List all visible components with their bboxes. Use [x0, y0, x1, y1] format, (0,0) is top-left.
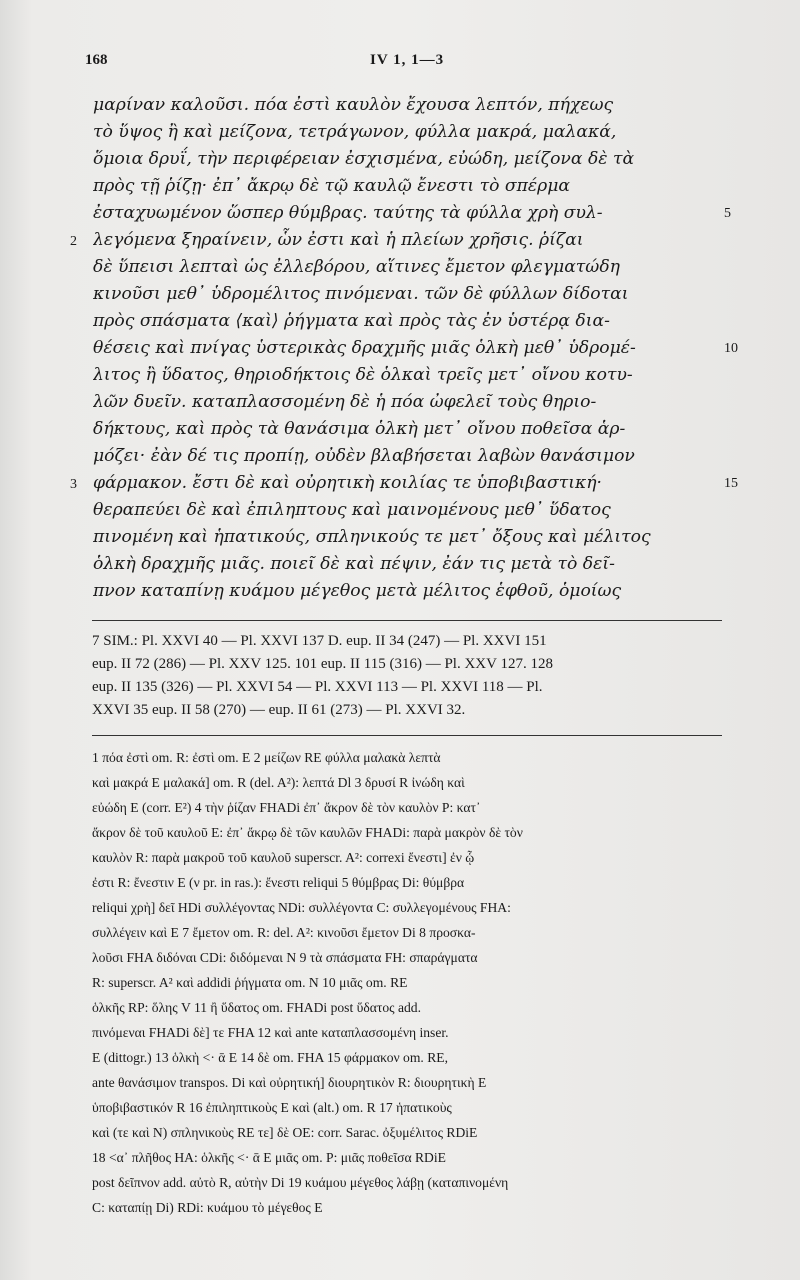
- apparatus-line: R: superscr. A² καὶ addidi ῥήγματα om. N 10 μιᾶς om. RE: [92, 975, 408, 990]
- divider: [92, 620, 722, 621]
- line-number: 5: [724, 206, 731, 221]
- section-number: 2: [70, 234, 77, 249]
- text-line: λεγόμενα ξηραίνειν, ὧν ἐστι καὶ ἡ πλείων χρῆσις. ῥίζαι: [93, 230, 584, 250]
- text-line: πρὸς τῇ ῥίζῃ· ἐπ᾽ ἄκρῳ δὲ τῷ καυλῷ ἔνεστι τὸ σπέρμα: [93, 176, 571, 196]
- apparatus-line: συλλέγειν καὶ E 7 ἔμετον om. R: del. A²: κινοῦσι ἔμετον Di 8 προσκα-: [92, 925, 476, 940]
- text-line: κινοῦσι μεθ᾽ ὑδρομέλιτος πινόμεναι. τῶν δὲ φύλλων δίδοται: [93, 284, 629, 304]
- apparatus-line: 1 πόα ἐστὶ om. R: ἐστὶ om. E 2 μείζων RE φύλλα μαλακὰ λεπτὰ: [92, 750, 441, 765]
- text-line: μαρίναν καλοῦσι. πόα ἐστὶ καυλὸν ἔχουσα λεπτόν, πήχεως: [93, 95, 614, 115]
- apparatus-line: E (dittogr.) 13 ὁλκὴ <· ᾱ E 14 δὲ om. FHA 15 φάρμακον om. RE,: [92, 1050, 448, 1065]
- apparatus-line: λοῦσι FHA διδόναι CDi: διδόμεναι N 9 τὰ σπάσματα FH: σπαράγματα: [92, 950, 478, 965]
- apparatus-line: 7 SIM.: Pl. XXVI 40 — Pl. XXVI 137 D. eup. II 34 (247) — Pl. XXVI 151: [92, 633, 547, 649]
- section-number: 3: [70, 477, 77, 492]
- page-number: 168: [85, 52, 108, 68]
- text-line: λιτος ἢ ὕδατος, θηριοδήκτοις δὲ ὁλκαὶ τρεῖς μετ᾽ οἴνου κοτυ-: [93, 365, 633, 385]
- text-line: φάρμακον. ἔστι δὲ καὶ οὐρητικὴ κοιλίας τε ὑποβιβαστική·: [93, 473, 602, 493]
- text-line: τὸ ὕψος ἢ καὶ μείζονα, τετράγωνον, φύλλα μακρά, μαλακά,: [93, 122, 617, 142]
- text-line: δὲ ὕπεισι λεπταὶ ὡς ἐλλεβόρου, αἵτινες ἔμετον φλεγματώδη: [93, 257, 620, 277]
- apparatus-line: C: καταπίῃ Di) RDi: κυάμου τὸ μέγεθος E: [92, 1200, 323, 1215]
- apparatus-line: ἄκρον δὲ τοῦ καυλοῦ E: ἐπ᾽ ἄκρῳ δὲ τῶν καυλῶν FHADi: παρὰ μακρὸν δὲ τὸν: [92, 825, 523, 840]
- running-head: IV 1, 1—3: [370, 52, 445, 68]
- text-line: ὁλκὴ δραχμῆς μιᾶς. ποιεῖ δὲ καὶ πέψιν, ἐάν τις μετὰ τὸ δεῖ-: [93, 554, 615, 574]
- text-line: ἐσταχυωμένον ὥσπερ θύμβρας. ταύτης τὰ φύλλα χρὴ συλ-: [93, 203, 603, 223]
- line-number: 15: [724, 476, 738, 491]
- apparatus-line: reliqui χρὴ] δεῖ HDi συλλέγοντας NDi: συλλέγοντα C: συλλεγομένους FHA:: [92, 900, 511, 915]
- text-line: θέσεις καὶ πνίγας ὑστερικὰς δραχμῆς μιᾶς ὁλκὴ μεθ᾽ ὑδρομέ-: [93, 338, 636, 358]
- text-line: πινομένη καὶ ἡπατικούς, σπληνικούς τε μετ᾽ ὄξους καὶ μέλιτος: [93, 527, 651, 547]
- text-line: λῶν δυεῖν. καταπλασσομένη δὲ ἡ πόα ὠφελεῖ τοὺς θηριο-: [93, 392, 597, 412]
- apparatus-line: καὶ (τε καὶ N) σπληνικοὺς RE τε] δὲ OE: corr. Sarac. ὀξυμέλιτος RDiE: [92, 1125, 478, 1140]
- apparatus-line: eup. II 135 (326) — Pl. XXVI 54 — Pl. XXVI 113 — Pl. XXVI 118 — Pl.: [92, 679, 543, 695]
- text-line: θεραπεύει δὲ καὶ ἐπιληπτους καὶ μαινομένους μεθ᾽ ὕδατος: [93, 500, 611, 520]
- text-line: πρὸς σπάσματα ⟨καὶ⟩ ῥήγματα καὶ πρὸς τὰς ἐν ὑστέρᾳ δια-: [93, 311, 610, 331]
- apparatus-line: 18 <α᾽ πλῆθος HA: ὁλκῆς <· ᾱ E μιᾶς om. P: μιᾶς ποθεῖσα RDiE: [92, 1150, 446, 1165]
- line-number: 10: [724, 341, 738, 356]
- apparatus-line: XXVI 35 eup. II 58 (270) — eup. II 61 (273) — Pl. XXVI 32.: [92, 702, 466, 718]
- apparatus-line: ὑποβιβαστικόν R 16 ἐπιληπτικοὺς E καὶ (alt.) om. R 17 ἡπατικοὺς: [92, 1100, 452, 1115]
- apparatus-line: καυλὸν R: παρὰ μακροῦ τοῦ καυλοῦ superscr. A²: correxi ἔνεστι] ἐν ᾧ: [92, 850, 475, 865]
- apparatus-line: ὁλκῆς RP: ὅλης V 11 ἢ ὕδατος om. FHADi post ὕδατος add.: [92, 1000, 421, 1015]
- text-line: δήκτους, καὶ πρὸς τὰ θανάσιμα ὁλκὴ μετ᾽ οἴνου ποθεῖσα ἁρ-: [93, 419, 626, 439]
- text-line: μόζει· ἐὰν δέ τις προπίῃ, οὐδὲν βλαβήσεται λαβὼν θανάσιμον: [93, 446, 635, 466]
- divider: [92, 735, 722, 736]
- apparatus-line: eup. II 72 (286) — Pl. XXV 125. 101 eup. II 115 (316) — Pl. XXV 127. 128: [92, 656, 553, 672]
- apparatus-line: ante θανάσιμον transpos. Di καὶ οὐρητική] διουρητικὸν R: διουρητικὴ E: [92, 1075, 487, 1090]
- text-line: πνον καταπίνῃ κυάμου μέγεθος μετὰ μέλιτος ἑφθοῦ, ὁμοίως: [93, 581, 622, 601]
- apparatus-line: post δεῖπνον add. αὐτὸ R, αὐτὴν Di 19 κυάμου μέγεθος λάβῃ (καταπινομένη: [92, 1175, 509, 1190]
- apparatus-line: καὶ μακρά E μαλακά] om. R (del. A²): λεπτά Dl 3 δρυσί R ἰνώδη καὶ: [92, 775, 465, 790]
- apparatus-line: ἐστι R: ἔνεστιν E (ν pr. in ras.): ἔνεστι reliqui 5 θύμβρας Di: θύμβρα: [92, 875, 465, 890]
- text-line: ὅμοια δρυΐ, τὴν περιφέρειαν ἐσχισμένα, εὐώδη, μείζονα δὲ τὰ: [93, 149, 635, 169]
- apparatus-line: εὐώδη E (corr. E²) 4 τὴν ῥίζαν FHADi ἐπ᾽ ἄκρον δὲ τὸν καυλὸν P: κατ᾽: [92, 800, 481, 815]
- apparatus-line: πινόμεναι FHADi δὲ] τε FHA 12 καὶ ante καταπλασσομένη inser.: [92, 1025, 449, 1040]
